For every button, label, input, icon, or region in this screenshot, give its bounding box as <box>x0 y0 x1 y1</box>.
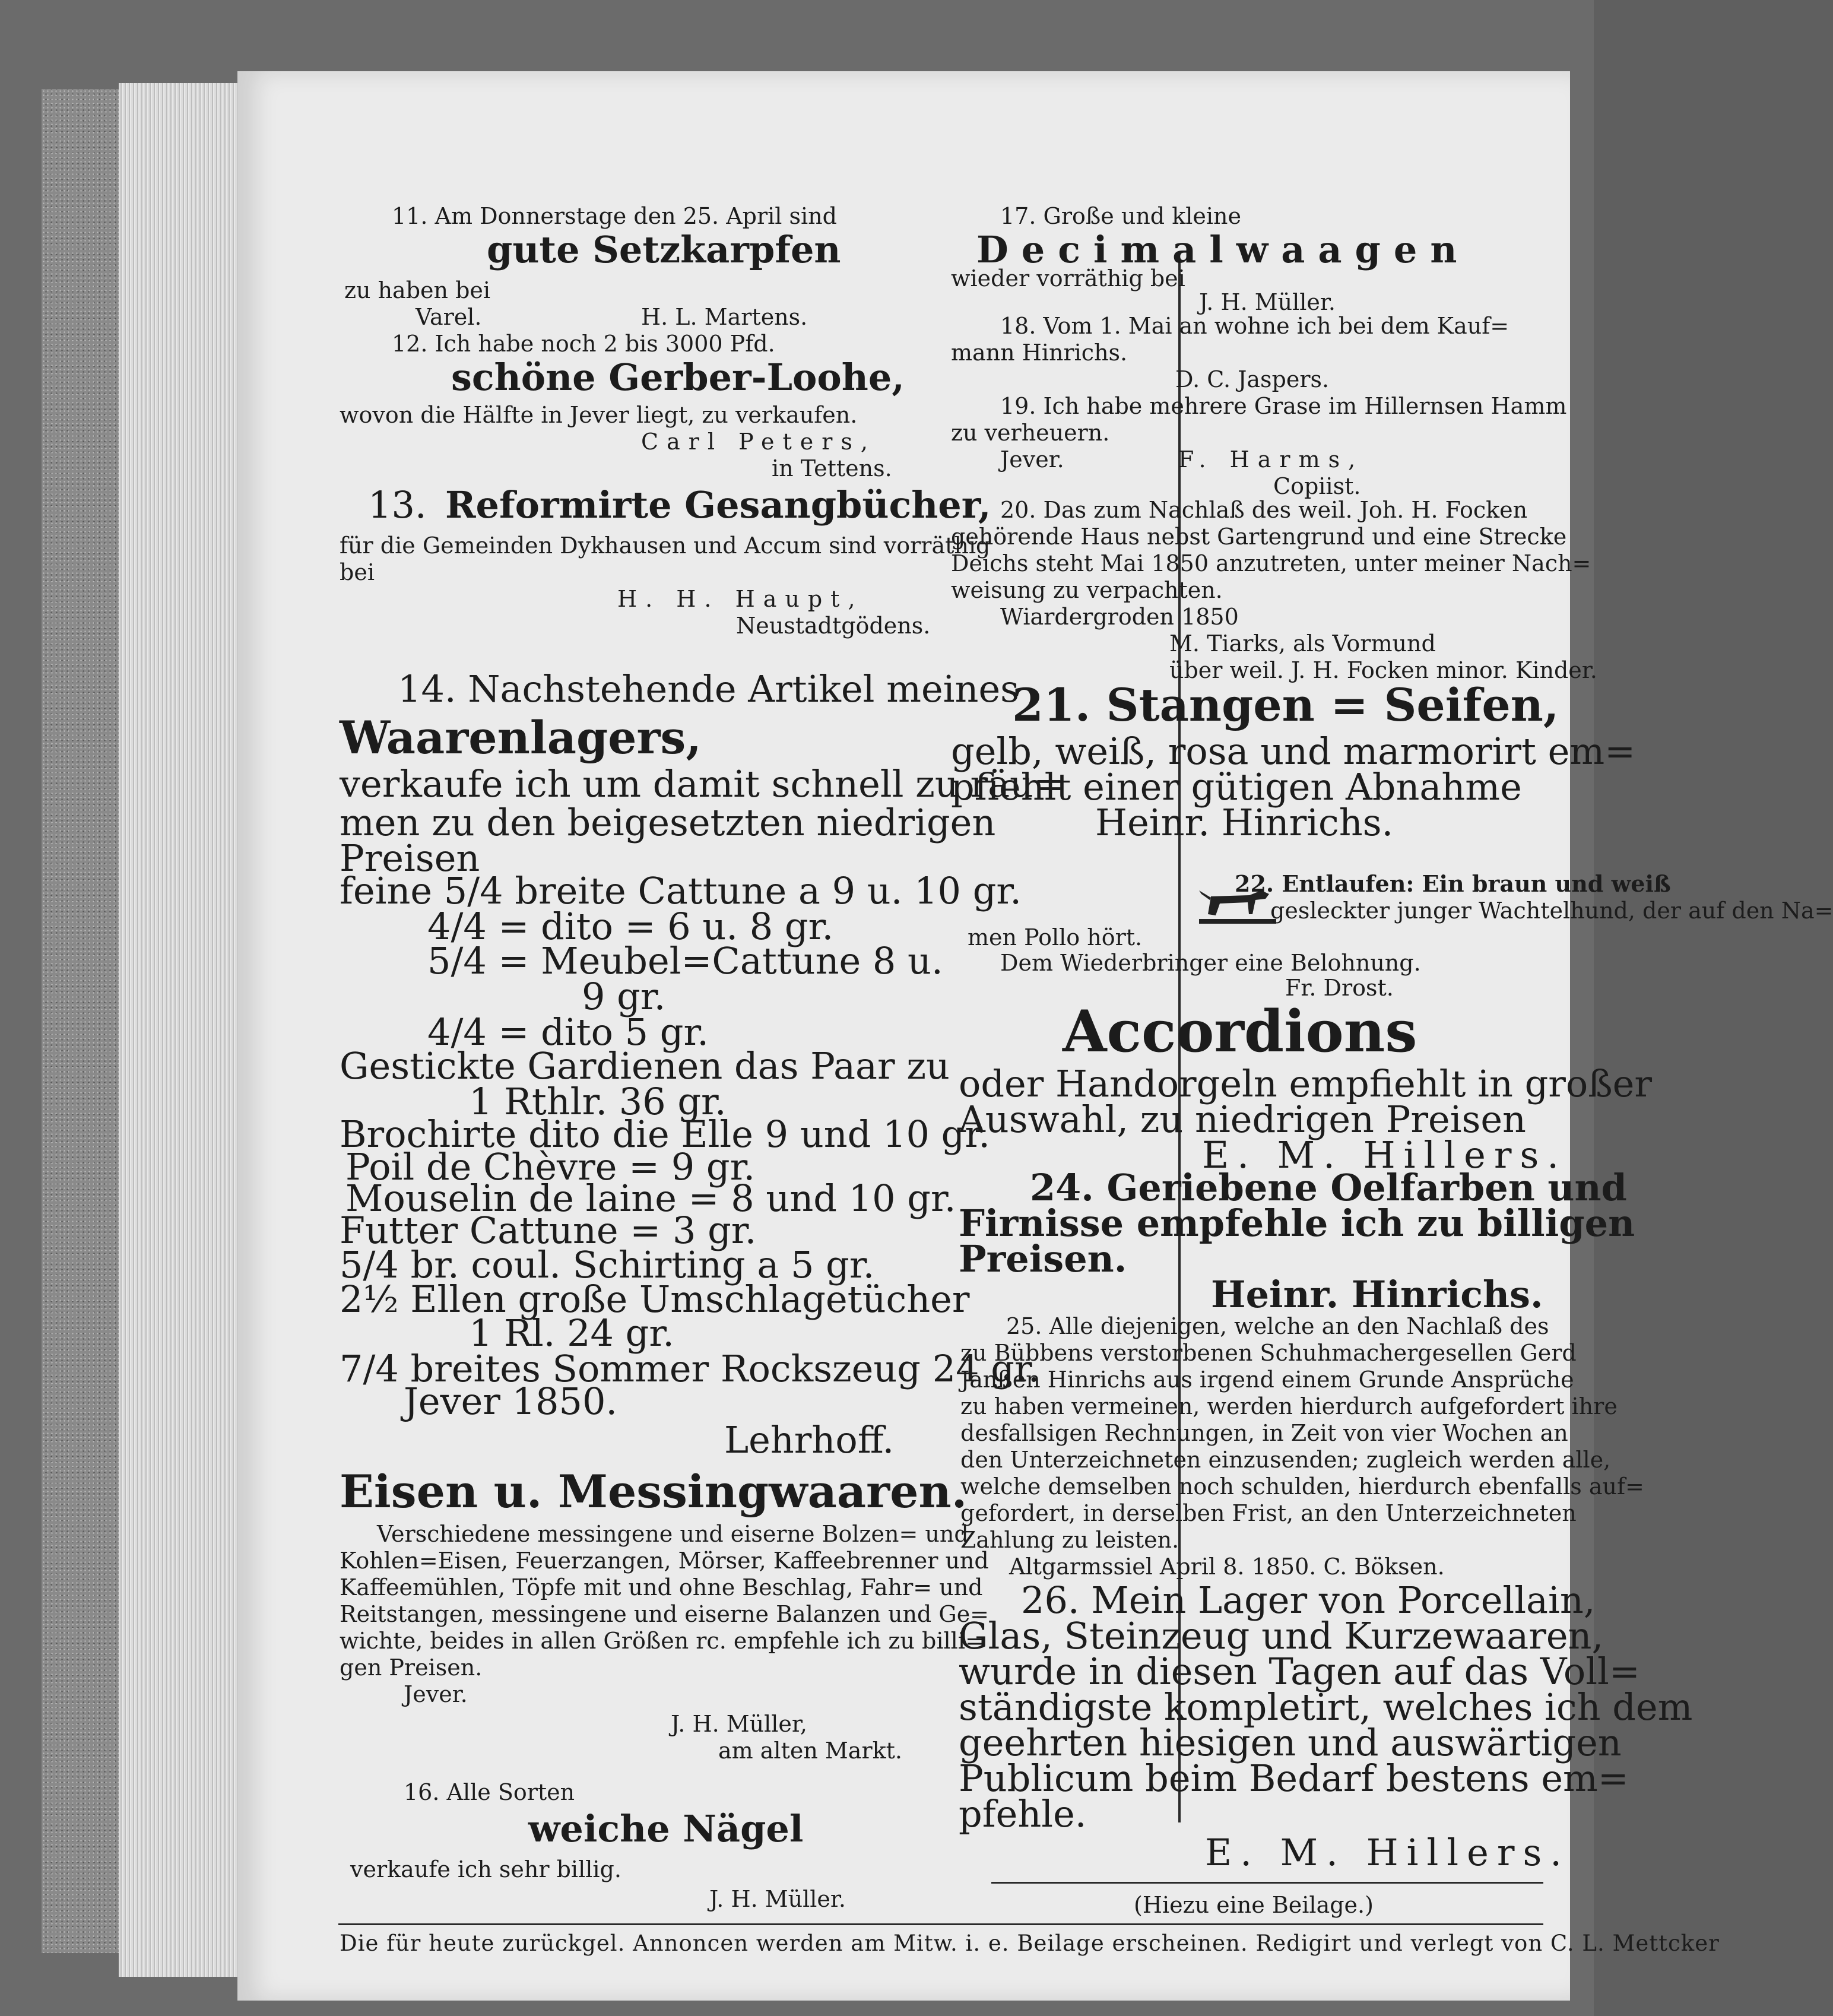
price-item: Poil de Chèvre = 9 gr. <box>345 1145 756 1188</box>
ad-26-text: geehrten hiesigen und auswärtigen <box>959 1721 1622 1764</box>
ad-19-title: Copiist. <box>1273 473 1361 499</box>
price-item: 5/4 br. coul. Schirting a 5 gr. <box>340 1243 875 1286</box>
ad-26-name: E. M. Hillers. <box>1205 1831 1570 1874</box>
ad-20-text: gehörende Haus nebst Gartengrund und eine Strecke <box>951 524 1567 550</box>
ad-16-headline: weiche Nägel <box>528 1807 804 1850</box>
page-stack-edges <box>119 83 237 1977</box>
ad-11-headline: gute Setzkarpfen <box>487 228 841 271</box>
ad-25-text: gefordert, in derselben Frist, an den Unterzeichneten <box>960 1500 1577 1526</box>
ad-13-number: 13. <box>368 483 427 527</box>
ad-16-line1: 16. Alle Sorten <box>404 1779 575 1805</box>
ad-15-address: am alten Markt. <box>718 1738 902 1764</box>
ad-22-line1: 22. Entlaufen: Ein braun und weiß <box>1235 870 1671 897</box>
ad-19-line1: 19. Ich habe mehrere Grase im Hillernsen Hamm <box>1000 393 1567 419</box>
ad-19-place: Jever. <box>1000 446 1064 473</box>
ad-26-text: wurde in diesen Tagen auf das Voll= <box>959 1650 1640 1693</box>
ad-26-text: 26. Mein Lager von Porcellain, <box>1021 1578 1596 1622</box>
ad-22-line4: Dem Wiederbringer eine Belohnung. <box>1000 950 1421 976</box>
ad-21-line2: gelb, weiß, rosa und marmorirt em= <box>951 730 1636 773</box>
ad-25-text: desfallsigen Rechnungen, in Zeit von vier Wochen an <box>960 1420 1568 1446</box>
price-item: 4/4 = dito = 6 u. 8 gr. <box>427 905 834 948</box>
beilage-note: (Hiezu eine Beilage.) <box>1134 1892 1374 1918</box>
ad-18-name: D. C. Jaspers. <box>1175 366 1330 392</box>
ad-20-text: Deichs steht Mai 1850 anzutreten, unter meiner Nach= <box>951 550 1591 576</box>
price-item: Brochirte dito die Elle 9 und 10 gr. <box>340 1112 990 1156</box>
newspaper-page <box>237 71 1833 2001</box>
ad-25-signature: Altgarmssiel April 8. 1850. C. Böksen. <box>1009 1554 1445 1580</box>
ad-15-text: Kohlen=Eisen, Feuerzangen, Mörser, Kaffeebrenner und <box>340 1548 989 1574</box>
ad-20-place: Wiardergroden 1850 <box>1000 604 1239 630</box>
price-item: Futter Cattune = 3 gr. <box>340 1209 757 1252</box>
ad-16-line3: verkaufe ich sehr billig. <box>350 1856 621 1882</box>
ad-17-headline: Decimalwaagen <box>976 228 1470 271</box>
price-item: 1 Rthlr. 36 gr. <box>469 1080 727 1123</box>
ad-12-place: in Tettens. <box>772 455 892 481</box>
ad-19-name: F. Harms, <box>1178 446 1364 473</box>
ad-23-name: E. M. Hillers. <box>1202 1133 1567 1177</box>
ad-13-headline: Reformirte Gesangbücher, <box>445 483 991 527</box>
ad-11-name: H. L. Martens. <box>641 304 808 330</box>
ad-14-place-date: Jever 1850. <box>404 1380 618 1423</box>
ad-18-line2: mann Hinrichs. <box>951 340 1128 366</box>
ad-18-line1: 18. Vom 1. Mai an wohne ich bei dem Kauf= <box>1000 313 1509 339</box>
ad-15-place: Jever. <box>404 1681 468 1707</box>
price-item: feine 5/4 breite Cattune a 9 u. 10 gr. <box>340 869 1022 912</box>
footer-imprint: Die für heute zurückgel. Annoncen werden am Mitw. i. e. Beilage erscheinen. Redigirt und verlegt von C. L. Mettcker <box>340 1931 1720 1956</box>
ad-26-text: pfehle. <box>959 1792 1087 1836</box>
ad-26-text: ständigste kompletirt, welches ich dem <box>959 1685 1693 1729</box>
price-item: Mouselin de laine = 8 und 10 gr. <box>345 1177 956 1220</box>
ad-14-line1: 14. Nachstehende Artikel meines <box>398 667 1019 711</box>
ad-17-line1: 17. Große und kleine <box>1000 203 1241 229</box>
beilage-rule <box>991 1882 1543 1884</box>
ad-21-headline: 21. Stangen = Seifen, <box>1012 679 1559 731</box>
ad-25-text: welche demselben noch schulden, hierdurch ebenfalls auf= <box>960 1473 1644 1500</box>
ad-24-line3: Preisen. <box>959 1237 1127 1280</box>
price-item: 7/4 breites Sommer Rockszeug 24 gr. <box>340 1347 1040 1390</box>
ad-17-line3: wieder vorräthig bei <box>951 265 1185 291</box>
ad-12-line3: wovon die Hälfte in Jever liegt, zu verkaufen. <box>340 402 858 428</box>
ad-15-name: J. H. Müller, <box>671 1711 807 1737</box>
ad-14-line5: Preisen <box>340 836 480 880</box>
ad-24-line1: 24. Geriebene Oelfarben und <box>1030 1166 1627 1209</box>
ad-12-line1: 12. Ich habe noch 2 bis 3000 Pfd. <box>392 331 775 357</box>
price-item: Gestickte Gardienen das Paar zu <box>340 1044 950 1088</box>
ad-15-text: Reitstangen, messingene und eiserne Balanzen und Ge= <box>340 1601 990 1627</box>
ad-23-line1: oder Handorgeln empfiehlt in großer <box>959 1062 1652 1105</box>
ad-15-text: Verschiedene messingene und eiserne Bolzen= und <box>377 1521 969 1547</box>
ad-26-text: Glas, Steinzeug und Kurzewaaren, <box>959 1614 1604 1657</box>
ad-25-text: den Unterzeichneten einzusenden; zugleich werden alle, <box>960 1447 1611 1473</box>
footer-rule <box>338 1923 1543 1925</box>
ad-26-text: Publicum beim Bedarf bestens em= <box>959 1757 1629 1800</box>
ad-16-name: J. H. Müller. <box>709 1886 846 1912</box>
ad-24-line2: Firnisse empfehle ich zu billigen <box>959 1202 1635 1245</box>
ad-25-text: Janßen Hinrichs aus irgend einem Grunde Ansprüche <box>960 1367 1574 1393</box>
ad-24-name: Heinr. Hinrichs. <box>1211 1273 1543 1316</box>
ad-23-line2: Auswahl, zu niedrigen Preisen <box>959 1098 1526 1141</box>
ad-17-name: J. H. Müller. <box>1199 289 1336 315</box>
ad-11-place: Varel. <box>416 304 482 330</box>
price-item: 5/4 = Meubel=Cattune 8 u. <box>427 939 943 982</box>
ad-11-line1: 11. Am Donnerstage den 25. April sind <box>392 203 837 229</box>
ad-19-line2: zu verheuern. <box>951 420 1110 446</box>
ad-20-text: weisung zu verpachten. <box>951 577 1223 603</box>
ad-13-place: Neustadtgödens. <box>736 613 931 639</box>
ad-14-headline: Waarenlagers, <box>340 711 702 764</box>
ad-15-text: wichte, beides in allen Größen rc. empfehle ich zu billi= <box>340 1628 984 1654</box>
ad-20-name: M. Tiarks, als Vormund <box>1169 630 1436 657</box>
ad-25-text: zu Bübbens verstorbenen Schuhmachergesellen Gerd <box>960 1340 1577 1366</box>
ad-13-line1: für die Gemeinden Dykhausen und Accum sind vorräthig <box>340 532 991 559</box>
ad-21-name: Heinr. Hinrichs. <box>1095 801 1394 844</box>
ad-15-headline: Eisen u. Messingwaaren. <box>340 1465 968 1518</box>
ad-23-headline: Accordions <box>1063 998 1417 1065</box>
ad-13-name: H. H. Haupt, <box>617 586 864 612</box>
ad-14-line4: men zu den beigesetzten niedrigen <box>340 801 996 844</box>
ad-20-text: 20. Das zum Nachlaß des weil. Joh. H. Focken <box>1000 497 1528 523</box>
ad-22-name: Fr. Drost. <box>1285 975 1394 1001</box>
ad-13-line2: bei <box>340 559 375 585</box>
price-item: 2½ Ellen große Umschlagetücher <box>340 1278 970 1321</box>
ad-12-name: Carl Peters, <box>641 429 876 455</box>
ad-12-headline: schöne Gerber-Loohe, <box>451 356 905 399</box>
ad-25-text: Zahlung zu leisten. <box>960 1527 1179 1553</box>
price-item: 1 Rl. 24 gr. <box>469 1311 674 1355</box>
ad-22-line3: men Pollo hört. <box>968 924 1143 950</box>
ad-14-line3: verkaufe ich um damit schnell zu räu= <box>340 762 1064 806</box>
ad-11-line3: zu haben bei <box>344 277 491 303</box>
ad-15-text: gen Preisen. <box>340 1654 483 1681</box>
book-cover-edge <box>42 89 125 1953</box>
ad-20-name2: über weil. J. H. Focken minor. Kinder. <box>1169 657 1597 683</box>
ad-22-line2: gesleckter junger Wachtelhund, der auf den Na= <box>1270 898 1833 924</box>
ad-14-name: Lehrhoff. <box>724 1418 895 1462</box>
price-item: 4/4 = dito 5 gr. <box>427 1010 709 1054</box>
price-item: 9 gr. <box>582 975 666 1018</box>
ad-25-text: 25. Alle diejenigen, welche an den Nachlaß des <box>1006 1313 1549 1339</box>
ad-25-text: zu haben vermeinen, werden hierdurch aufgefordert ihre <box>960 1393 1618 1419</box>
ad-21-line3: pfiehlt einer gütigen Abnahme <box>951 765 1522 809</box>
ad-15-text: Kaffeemühlen, Töpfe mit und ohne Beschlag, Fahr= und <box>340 1574 983 1600</box>
